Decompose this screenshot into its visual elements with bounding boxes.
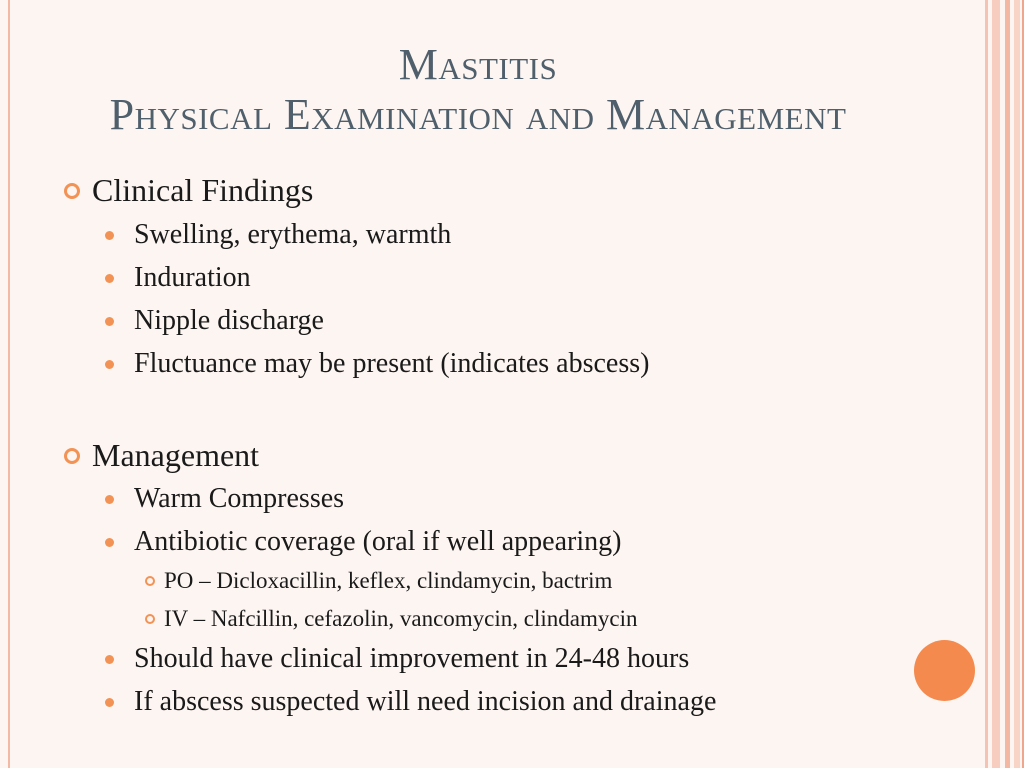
list-item: Antibiotic coverage (oral if well appearing): [134, 526, 622, 557]
list-item: Nipple discharge: [134, 305, 324, 336]
right-decorative-stripes: [982, 0, 1024, 768]
decorative-orange-circle: [914, 640, 975, 701]
list-item: Should have clinical improvement in 24-48 hours: [134, 643, 690, 674]
list-item: Warm Compresses: [134, 483, 345, 514]
slide-title: [0, 40, 956, 140]
list-item: Induration: [134, 262, 251, 293]
bullet-dot-icon: [105, 231, 114, 240]
title-line-1: Mastitis: [398, 40, 558, 89]
list-item: Swelling, erythema, warmth: [134, 219, 452, 250]
section-heading-clinical-findings: Clinical Findings: [92, 172, 314, 208]
section-heading-management: Management: [92, 437, 260, 473]
bullet-dot-icon: [105, 538, 114, 547]
bullet-dot-icon: [105, 317, 114, 326]
bullet-dot-icon: [105, 655, 114, 664]
sub-bullet-ring-icon: [145, 614, 155, 624]
bullet-dot-icon: [105, 495, 114, 504]
bullet-dot-icon: [105, 274, 114, 283]
sub-list-item: PO – Dicloxacillin, keflex, clindamycin, bactrim: [164, 568, 613, 593]
list-item: Fluctuance may be present (indicates abscess): [134, 348, 650, 379]
list-item: If abscess suspected will need incision and drainage: [134, 686, 717, 717]
bullet-dot-icon: [105, 360, 114, 369]
bullet-ring-icon: [64, 448, 80, 464]
bullet-dot-icon: [105, 698, 114, 707]
sub-list-item: IV – Nafcillin, cefazolin, vancomycin, clindamycin: [164, 606, 638, 631]
sub-bullet-ring-icon: [145, 576, 155, 586]
title-line-2: Physical Examination and Management: [109, 90, 847, 139]
bullet-ring-icon: [64, 183, 80, 199]
